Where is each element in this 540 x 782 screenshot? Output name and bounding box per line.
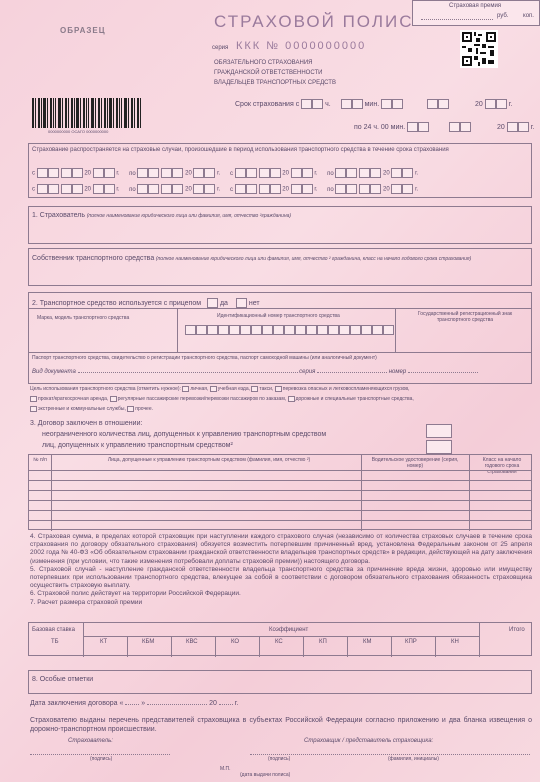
term-to-month-1[interactable] xyxy=(449,122,460,132)
term-hour-1[interactable] xyxy=(301,99,312,109)
doc-type-input[interactable] xyxy=(78,372,298,373)
term-year-2[interactable] xyxy=(496,99,507,109)
term-to-label: по 24 ч. 00 мин. xyxy=(354,123,406,131)
insurer-field[interactable] xyxy=(28,206,532,244)
insurer-signature-label: Страховщик / представитель страховщика: xyxy=(304,738,434,744)
trailer-no-checkbox[interactable] xyxy=(236,298,247,308)
purpose-passenger-checkbox[interactable] xyxy=(110,396,117,402)
trailer-yes-checkbox[interactable] xyxy=(207,298,218,308)
make-label: Марка, модель транспортного средства xyxy=(37,315,130,321)
purpose-other-checkbox[interactable] xyxy=(127,406,134,412)
vin-label: Идентификационный номер транспортного средства xyxy=(217,313,340,319)
contract-label: 3. Договор заключен в отношении: xyxy=(30,420,143,427)
col-num: № п/п xyxy=(33,457,47,463)
term-to-day-2[interactable] xyxy=(418,122,429,132)
table-row[interactable] xyxy=(29,510,531,511)
insured-signature-label: Страхователь: xyxy=(68,738,113,744)
mp-label: М.П. xyxy=(220,766,231,772)
code-kpr: КПР xyxy=(405,639,417,645)
insurer-label: 1. Страхователь xyxy=(32,212,86,219)
term-hour-2[interactable] xyxy=(312,99,323,109)
table-row[interactable] xyxy=(29,500,531,501)
term-p7: 7. Расчет размера страховой премии xyxy=(30,598,143,606)
table-row[interactable] xyxy=(29,520,531,521)
term-to-day-1[interactable] xyxy=(407,122,418,132)
code-kt: КТ xyxy=(100,639,108,645)
col-persons: Лица, допущенные к управлению транспортным средством (фамилия, имя, отчество ²) xyxy=(107,457,311,463)
insurer-hint: (полное наименование юридического лица или фамилия, имя, отчество ²гражданина) xyxy=(86,213,292,219)
term-label: Срок страхования с xyxy=(235,100,300,108)
code-ko: КО xyxy=(231,639,240,645)
term-to-month-2[interactable] xyxy=(460,122,471,132)
barcode-caption: 0000000000 ОСАГО 0000000000 xyxy=(48,129,109,134)
coverage-period-row-1: с 20 г. по 20 г. с 20 г. по 20 г. xyxy=(32,168,418,178)
terms-block xyxy=(30,533,532,607)
term-month-2[interactable] xyxy=(438,99,449,109)
code-ks: КС xyxy=(275,639,283,645)
col-license: Водительское удостоверение (серия, номер) xyxy=(371,457,459,469)
rub-label: руб. xyxy=(497,13,509,19)
contract-date: Дата заключения договора « » 20 г. xyxy=(30,700,239,707)
term-p5: 5. Страховой случай - наступление гражданской ответственности владельца транспортного средства за причинение вреда жизни, здоровью или имуществу потерпевших при использовании транспортного средства, влекущее за собой в соответствии с договором обязательного страхования обязанность страховщика осуществить страховую выплату. xyxy=(30,565,532,590)
code-km: КМ xyxy=(363,639,372,645)
code-tb: ТБ xyxy=(51,639,59,645)
drivers-table xyxy=(28,454,532,530)
series-label: серия xyxy=(212,45,229,51)
contract-limited: лиц, допущенных к управлению транспортным средством² xyxy=(42,442,233,449)
contract-unlimited-checkbox[interactable] xyxy=(426,424,452,438)
term-to-year-1[interactable] xyxy=(507,122,518,132)
term-year-1[interactable] xyxy=(485,99,496,109)
vehicle-section: 2. Транспортное средство используется с прицепом да нет Марка, модель транспортного средства Идентификационный номер транспортного средства Государственный регистрационный знак транспортного средства Паспорт транспортного средства, свидетельство о регистрации транспортного средства, паспорт самоходной машины (или аналогичный документ) Вид документа серия номер xyxy=(28,292,532,384)
premium-table xyxy=(28,622,532,656)
subtitle-line-1: ОБЯЗАТЕЛЬНОГО СТРАХОВАНИЯ xyxy=(214,60,313,66)
premium-label: Страховая премия xyxy=(449,3,502,9)
footer-info: Страхователю выданы перечень представителей страховщика в субъектах Российской Федерации согласно приложению и два бланка извещения о дорожно-транспортном происшествии. xyxy=(30,717,532,733)
sample-stamp: ОБРАЗЕЦ xyxy=(60,26,106,35)
term-min-2[interactable] xyxy=(352,99,363,109)
purpose-special-checkbox[interactable] xyxy=(288,396,295,402)
owner-field[interactable] xyxy=(28,248,532,286)
coverage-period-row-2: с 20 г. по 20 г. с 20 г. по 20 г. xyxy=(32,184,418,194)
purpose-training-checkbox[interactable] xyxy=(210,386,217,392)
notes-label: 8. Особые отметки xyxy=(32,676,94,683)
purpose-dangerous-checkbox[interactable] xyxy=(275,386,282,392)
term-day-2[interactable] xyxy=(392,99,403,109)
code-kn: КН xyxy=(451,639,459,645)
kop-label: коп. xyxy=(523,13,534,19)
term-p4: 4. Страховая сумма, в пределах которой страховщик при наступлении каждого страхового случая (независимо от количества страховых случаев в течение срока страхования по договору обязательного страхования) обязуется возместить потерпевшим причиненный вред, установлена Федеральным законом от 25 апреля 2002 года № 40-ФЗ «Об обязательном страховании гражданской ответственности владельцев транспортных средств» в редакции, действующей на дату заключения (изменения (при условии, что такие изменения потребовали доплаты страховой премии)) настоящего договора. xyxy=(30,533,532,565)
total-label: Итого xyxy=(509,627,525,633)
contract-limited-checkbox[interactable] xyxy=(426,440,452,454)
policy-page: Страховая премия руб. коп. ОБРАЗЕЦ СТРАХОВОЙ ПОЛИС серия ККК № 0000000000 ОБЯЗАТЕЛЬНОГО СТРАХОВАНИЯ ГРАЖДАНСКОЙ ОТВЕТСТВЕННОСТИ ВЛАДЕЛЬЦЕВ ТРАНСПОРТНЫХ СРЕДСТВ 0000000000 ОСАГО 0000000000 Срок страхования с ч. мин. 20 г. по 24 ч. 00 мин. 20 г. Страхование распространяется на страховые случаи, произошедшие в период использования транспортного средства в течение срока страхования с 20 г. по 20 г. с 20 г. по 20 г. с 20 г. по 20 г. с 20 г. по 20 г. 1. Страхователь (полное наименование юридического лица или фамилия, имя, отчество ²гражданина) Собственник транспортного средства (полное наименование юридического лица или фамилия, имя, отчество ² гражданина, класс на начало годового срока страхования) 2. Транспортное средство используется с прицепом да нет Марка, модель транспортного средства Идентификационный номер транспортного средства Государственный регистрационный знак транспортного средства Паспорт транспортного средства, свидетельство о регистрации транспортного средства, паспорт самоходной машины (или аналогичный документ) Вид документа серия номер Цель использования транспортного средства (отметить нужное): личная, учебная езда, такси, перевозка опасных и легковоспламеняющихся грузов, прокат/краткосрочная аренда, регулярные пассажирские перевозки/перевозки пассажиров по заказам, дорожные и специальные транспортные средства, экстренные и коммунальные службы, прочее. 3. Договор заключен в отношении: неограниченного количества лиц, допущенных к управлению транспортным средством лиц, допущенных к управлению транспортным средством² № п/п Лица, допущенные к управлению транспортным средством (фамилия, имя, отчество ²) Водительское удостоверение (серия, номер) Класс на начало годового срока страхования 4. Страховая сумма, в пределах которой страховщик при наступлении каждого страхового случая (независимо от количества страховых случаев в течение срока страхования по договору обязательного страхования) обязуется возместить потерпевшим причиненный вред, установлена Федеральным законом от 25 апреля 2002 года № 40-ФЗ «Об обязательном страховании гражданской ответственности владельцев транспортных средств» в редакции, действующей на дату заключения (изменения (при условии, что такие изменения потребовали доплаты страховой премии)) настоящего договора. 5. Страховой случай - наступление гражданской ответственности владельца транспортного средства за причинение вреда жизни, здоровью или имуществу потерпевших при использовании транспортного средства, влекущее за собой в соответствии с договором обязательного страхования обязанность страховщика осуществить страховую выплату. 6. Страховой полис действует на территории Российской Федерации. 7. Расчет размера страховой премии Базовая ставка Коэффициент Итого ТБ КТ КБМ КВС КО КС КП КМ КПР КН 8. Особые отметки Дата заключения договора « » 20 г. Страхователю выданы перечень представителей страховщика в субъектах Российской Федерации согласно приложению и два бланка извещения о дорожно-транспортном происшествии. Страхователь: Страховщик / представитель страховщика: (подпись) (подпись) (фамилия, инициалы) М.П. (дата выдачи полиса) xyxy=(0,0,540,782)
coef-label: Коэффициент xyxy=(269,627,309,633)
barcode xyxy=(32,98,142,128)
insured-signature-line[interactable] xyxy=(30,754,170,755)
insurer-signature-line[interactable] xyxy=(250,754,530,755)
code-kvs: КВС xyxy=(186,639,198,645)
reg-label: Государственный регистрационный знак транспортного средства xyxy=(417,311,513,323)
contract-unlimited: неограниченного количества лиц, допущенных к управлению транспортным средством xyxy=(42,431,327,438)
qr-code xyxy=(460,30,498,68)
term-month-1[interactable] xyxy=(427,99,438,109)
purpose-block: Цель использования транспортного средства (отметить нужное): личная, учебная езда, такси, перевозка опасных и легковоспламеняющихся грузов, прокат/краткосрочная аренда, регулярные пассажирские перевозки/перевозки пассажиров по заказам, дорожные и специальные транспортные средства, экстренные и коммунальные службы, прочее. xyxy=(30,386,414,412)
code-kbm: КБМ xyxy=(142,639,155,645)
purpose-personal-checkbox[interactable] xyxy=(182,386,189,392)
doc-series-input[interactable] xyxy=(317,372,387,373)
premium-box xyxy=(412,0,540,26)
special-notes-field[interactable] xyxy=(28,670,532,694)
col-class: Класс на начало годового срока страхования xyxy=(482,457,522,475)
doc-number-input[interactable] xyxy=(408,372,478,373)
owner-hint: (полное наименование юридического лица или фамилия, имя, отчество ² гражданина, класс на начало годового срока страхования) xyxy=(155,256,472,262)
subtitle-line-3: ВЛАДЕЛЬЦЕВ ТРАНСПОРТНЫХ СРЕДСТВ xyxy=(214,80,336,86)
owner-label: Собственник транспортного средства xyxy=(32,255,155,262)
purpose-rental-checkbox[interactable] xyxy=(30,396,37,402)
vin-cells[interactable] xyxy=(185,325,394,335)
term-p6: 6. Страховой полис действует на территории Российской Федерации. xyxy=(30,590,241,598)
series-value: ККК № 0000000000 xyxy=(235,40,367,52)
code-kp: КП xyxy=(319,639,327,645)
base-rate-label: Базовая ставка xyxy=(32,627,75,633)
term-min-1[interactable] xyxy=(341,99,352,109)
term-to-year-2[interactable] xyxy=(518,122,529,132)
issue-date-hint: (дата выдачи полиса) xyxy=(240,772,291,778)
trailer-text: 2. Транспортное средство используется с прицепом xyxy=(32,299,202,307)
purpose-emergency-checkbox[interactable] xyxy=(30,406,37,412)
table-row[interactable] xyxy=(29,490,531,491)
passport-text: Паспорт транспортного средства, свидетельство о регистрации транспортного средства, паспорт самоходной машины (или аналогичный документ) xyxy=(32,355,377,361)
term-day-1[interactable] xyxy=(381,99,392,109)
coverage-text: Страхование распространяется на страховые случаи, произошедшие в период использования транспортного средства в течение срока страхования xyxy=(32,147,449,153)
purpose-taxi-checkbox[interactable] xyxy=(251,386,258,392)
policy-title: СТРАХОВОЙ ПОЛИС xyxy=(214,12,414,31)
subtitle-line-2: ГРАЖДАНСКОЙ ОТВЕТСТВЕННОСТИ xyxy=(214,70,323,76)
table-row[interactable] xyxy=(29,480,531,481)
